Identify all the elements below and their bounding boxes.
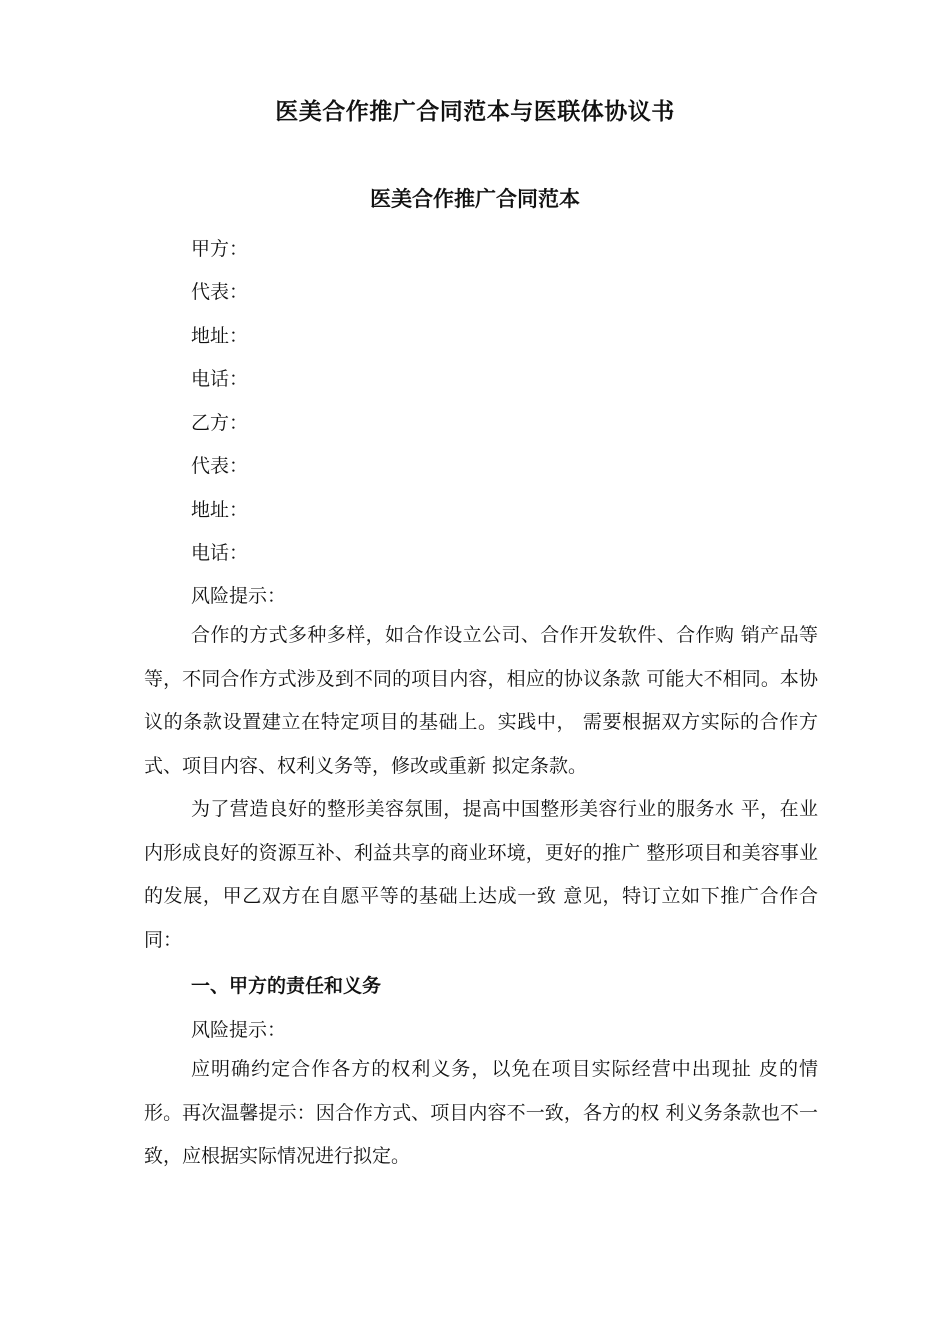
purpose-paragraph: 为了营造良好的整形美容氛围，提高中国整形美容行业的服务水 平，在业内形成良好的资源互补、利益共享的商业环境，更好的推广 整形项目和美容事业的发展，甲乙双方在自愿平等的基础上达成一致 意见，特订立如下推广合作合同： — [144, 798, 818, 951]
party-a-address-field: 地址： — [191, 325, 249, 347]
party-a-representative-field: 代表： — [191, 281, 249, 303]
risk-notice-label: 风险提示： — [191, 1019, 287, 1041]
party-b-representative-field: 代表： — [191, 455, 249, 477]
risk-notice-label: 风险提示： — [191, 585, 287, 607]
party-b-phone-field: 电话： — [191, 542, 249, 564]
cooperation-methods-paragraph: 合作的方式多种多样，如合作设立公司、合作开发软件、合作购 销产品等等，不同合作方式涉及到不同的项目内容，相应的协议条款 可能大不相同。本协议的条款设置建立在特定项目的基础上。实践中， 需要根据双方实际的合作方式、项目内容、权利义务等，修改或重新 拟定条款。 — [144, 624, 818, 777]
party-a-field: 甲方： — [191, 238, 249, 260]
party-a-phone-field: 电话： — [191, 368, 249, 390]
party-b-field: 乙方： — [191, 412, 249, 434]
party-b-address-field: 地址： — [191, 499, 249, 521]
rights-obligations-paragraph: 应明确约定合作各方的权利义务，以免在项目实际经营中出现扯 皮的情形。再次温馨提示：因合作方式、项目内容不一致，各方的权 利义务条款也不一致，应根据实际情况进行拟定。 — [144, 1058, 818, 1167]
section-heading-party-a-duties: 一、甲方的责任和义务 — [191, 975, 382, 997]
contract-subtitle: 医美合作推广合同范本 — [370, 186, 580, 211]
document-title: 医美合作推广合同范本与医联体协议书 — [275, 98, 675, 125]
